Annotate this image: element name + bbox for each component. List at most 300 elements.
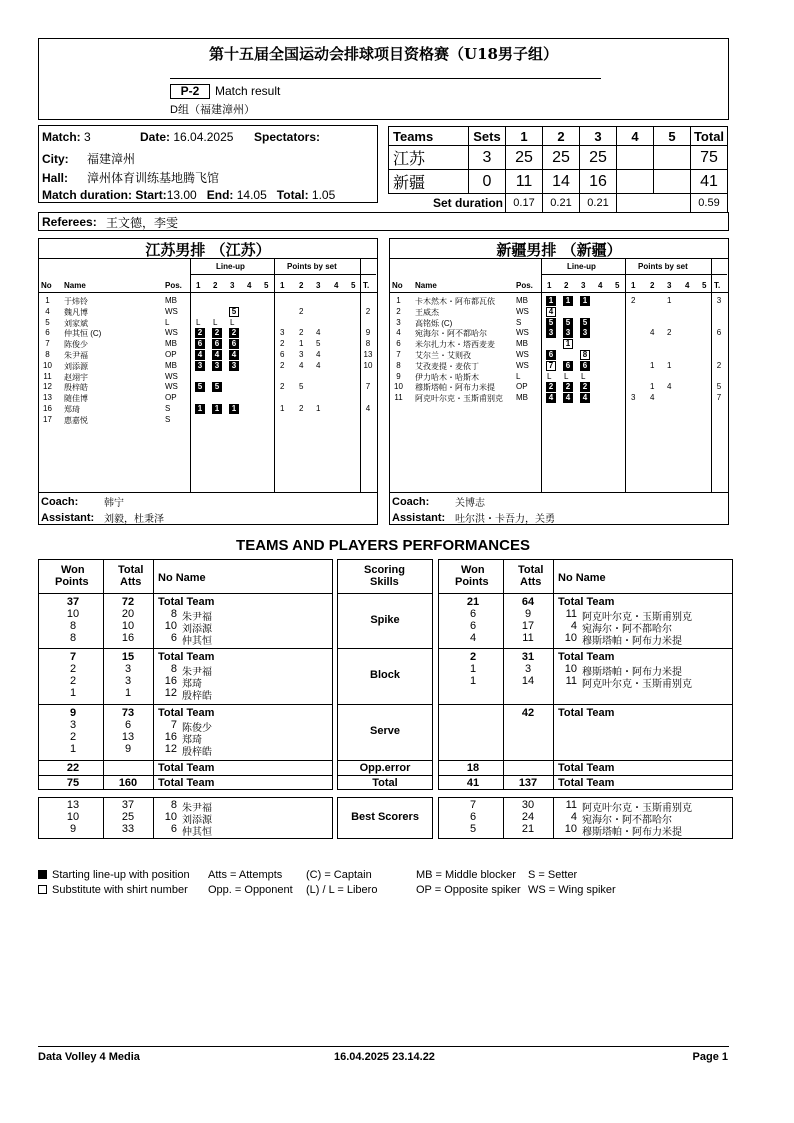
team2-name: 新疆 — [389, 170, 469, 194]
won-points: 6 — [469, 811, 477, 823]
won-points: 9 — [69, 823, 77, 835]
team1-col-pos: Pos. — [165, 281, 182, 290]
team2-player-row — [389, 307, 729, 318]
starting-position-box: 5 — [546, 318, 556, 328]
player-position: MB — [165, 360, 177, 370]
player-number: 13 — [43, 393, 52, 403]
skill-label: Serve — [370, 725, 400, 737]
team1-points-col-5: 5 — [351, 281, 356, 290]
libero-marker: L — [564, 371, 569, 381]
set2-header: 2 — [543, 127, 580, 146]
starting-position-box: 6 — [563, 361, 573, 371]
player-number: 2 — [396, 306, 401, 316]
player-name: 仲其恒 — [182, 636, 212, 647]
player-number: 10 — [394, 382, 403, 392]
attempts: 42 — [521, 707, 535, 719]
player-name: 陈俊少 — [182, 723, 212, 734]
header-box — [38, 38, 729, 120]
attempts: 72 — [121, 596, 135, 608]
player-number: 11 — [394, 393, 403, 403]
attempts: 17 — [521, 620, 535, 632]
player-position: MB — [165, 339, 177, 349]
set-points: 2 — [280, 360, 285, 370]
player-name: 刘家斌 — [64, 318, 88, 328]
libero-marker: L — [547, 371, 552, 381]
player-position: MB — [516, 339, 528, 349]
team2-set2: 14 — [543, 170, 580, 194]
team2-sets: 0 — [469, 170, 506, 194]
team1-total-atts: 160 — [118, 777, 138, 789]
shirt-number: 6 — [170, 823, 177, 835]
hall: 漳州体育训练基地腾飞馆 — [87, 171, 220, 185]
starting-position-box: 3 — [546, 328, 556, 338]
team2-points-col-2: 2 — [650, 281, 655, 290]
attempts: 37 — [121, 799, 135, 811]
set-points: 4 — [650, 328, 655, 338]
atts-header: Atts — [120, 576, 142, 588]
player-number: 7 — [396, 350, 401, 359]
attempts: 30 — [521, 799, 535, 811]
attempts: 21 — [521, 823, 535, 835]
player-name: 惠嘉悦 — [64, 415, 88, 425]
team2-player-row — [389, 350, 729, 361]
team1-lineup-col-4: 4 — [247, 281, 252, 290]
player-number: 6 — [396, 339, 401, 349]
date-label: Date: — [140, 130, 171, 144]
player-number: 9 — [396, 371, 401, 381]
starting-position-box: 1 — [229, 404, 239, 414]
starting-position-box: 4 — [563, 393, 573, 403]
shirt-number: 4 — [570, 811, 577, 823]
points-header: Points — [455, 576, 489, 588]
attempts: 6 — [124, 719, 132, 731]
team1-player-row — [38, 361, 378, 372]
team1-player-row — [38, 404, 378, 415]
team1-total-won: 75 — [66, 777, 80, 789]
team1-coach: 韩宁 — [104, 498, 124, 509]
set-points: 1 — [667, 296, 672, 305]
player-position: OP — [516, 382, 528, 392]
team1-coach-label: Coach: — [41, 496, 79, 508]
shirt-number: 11 — [565, 608, 577, 620]
match-info — [38, 125, 378, 203]
player-name: 殷梓皓 — [64, 383, 88, 393]
attempts: 64 — [521, 596, 535, 608]
set-points: 3 — [631, 393, 636, 403]
won-points: 7 — [469, 799, 477, 811]
player-total: 13 — [363, 350, 373, 359]
player-name: 宛海尔・阿不都哈尔 — [582, 624, 672, 635]
set-points: 1 — [316, 404, 321, 413]
player-name: Total Team — [558, 596, 615, 608]
team2-title: 新疆男排 （新疆） — [496, 241, 622, 259]
player-name: 殷梓皓 — [182, 691, 212, 702]
set-points: 1 — [280, 404, 285, 413]
team1-col-no: No — [41, 281, 52, 290]
team2-points-col-5: 5 — [702, 281, 707, 290]
match-date: 16.04.2025 — [173, 130, 234, 144]
team1-set1: 25 — [506, 146, 543, 170]
starting-position-box: 2 — [229, 328, 239, 338]
legend-ws: WS = Wing spiker — [528, 884, 616, 896]
match-number: 3 — [84, 130, 91, 144]
team2-total-won: 41 — [466, 777, 480, 789]
team1-name: 江苏 — [389, 146, 469, 170]
team1-points-col-4: 4 — [334, 281, 339, 290]
player-position: WS — [165, 371, 178, 381]
player-total: 7 — [716, 393, 722, 403]
shirt-number: 10 — [564, 663, 577, 675]
player-name: 艾孜麦提・麦依丁 — [415, 361, 479, 371]
player-position: WS — [165, 328, 178, 338]
set-points: 2 — [299, 404, 304, 413]
player-name: 郑琦 — [182, 735, 202, 746]
player-name: 米尔扎力木・塔西麦麦 — [415, 340, 495, 350]
player-name: Total Team — [158, 596, 215, 608]
team1-opp-name: Total Team — [158, 762, 215, 774]
player-name: 刘添源 — [64, 361, 88, 371]
attempts: 1 — [124, 687, 132, 699]
set-points: 1 — [650, 360, 655, 370]
attempts: 73 — [121, 707, 135, 719]
attempts: 15 — [121, 651, 135, 663]
skill-label: Spike — [370, 613, 400, 626]
footer-timestamp: 16.04.2025 23.14.22 — [334, 1051, 435, 1063]
starting-position-box: 3 — [229, 361, 239, 371]
legend-libero: (L) / L = Libero — [306, 884, 378, 896]
attempts: 14 — [521, 675, 535, 687]
shirt-number: 12 — [164, 687, 177, 699]
player-position: MB — [516, 296, 528, 305]
player-position: S — [165, 414, 171, 424]
won-points: 37 — [66, 596, 80, 608]
set3-header: 3 — [580, 127, 617, 146]
substitute-icon — [38, 885, 47, 894]
end-label: End: — [206, 188, 234, 202]
shirt-number: 8 — [170, 663, 177, 675]
shirt-number: 6 — [170, 632, 177, 644]
attempts: 10 — [121, 620, 135, 632]
player-number: 3 — [396, 317, 401, 327]
won-points: 7 — [69, 651, 77, 663]
set-points: 1 — [650, 382, 655, 392]
team1-points-col-2: 2 — [299, 281, 304, 290]
legend-op: OP = Opposite spiker — [416, 884, 521, 896]
player-position: S — [165, 404, 171, 413]
won-points: 13 — [66, 799, 80, 811]
shirt-number: 16 — [164, 731, 177, 743]
set-points: 4 — [650, 393, 655, 403]
match-label: Match: — [42, 130, 81, 144]
player-number: 8 — [45, 350, 50, 359]
won-points: 2 — [469, 651, 477, 663]
team2-lineup-header: Line-up — [567, 262, 596, 271]
player-name: 阿克叶尔克・玉斯甫别克 — [582, 679, 692, 690]
player-name: 赵翊宇 — [64, 372, 88, 382]
substitute-box: 8 — [580, 350, 590, 360]
shirt-number: 10 — [564, 632, 577, 644]
set-duration-label: Set duration — [432, 196, 503, 211]
shirt-number: 12 — [164, 743, 177, 755]
starting-position-box: 1 — [546, 296, 556, 306]
player-name: 卡木然木・阿布都瓦依 — [415, 297, 495, 306]
set-points: 2 — [299, 306, 304, 316]
player-total: 6 — [716, 328, 722, 338]
team2-points-col-3: 3 — [667, 281, 672, 290]
shirt-number: 16 — [164, 675, 177, 687]
team1-opp-error: 22 — [66, 762, 80, 774]
points-header: Points — [55, 576, 89, 588]
total-label: Total: — [276, 188, 309, 202]
won-points: 1 — [69, 687, 77, 699]
set4-header: 4 — [617, 127, 654, 146]
player-total: 7 — [365, 382, 371, 392]
starting-position-box: 4 — [212, 350, 222, 360]
libero-marker: L — [213, 317, 218, 327]
page-title: 第十五届全国运动会排球项目资格赛（U18男子组） — [209, 45, 558, 63]
shirt-number: 8 — [170, 799, 177, 811]
starting-position-box: 4 — [580, 393, 590, 403]
legend-setter: S = Setter — [528, 869, 578, 881]
libero-marker: L — [196, 317, 201, 327]
player-position: MB — [516, 393, 528, 403]
team2-points-col-1: 1 — [631, 281, 636, 290]
won-points: 10 — [66, 608, 80, 620]
player-name: Total Team — [158, 651, 215, 663]
player-position: L — [165, 317, 170, 327]
team1-set3: 25 — [580, 146, 617, 170]
team2-col-no: No — [392, 281, 403, 290]
attempts: 33 — [121, 823, 135, 835]
teams-header: Teams — [389, 127, 469, 146]
team2-lineup-col-5: 5 — [615, 281, 620, 290]
starting-position-box: 2 — [212, 328, 222, 338]
player-position: WS — [165, 382, 178, 392]
team2-points-col-4: 4 — [685, 281, 690, 290]
player-number: 4 — [45, 306, 50, 316]
team2-opp-error: 18 — [466, 762, 480, 774]
won-points: 9 — [69, 707, 77, 719]
team1-points-header: Points by set — [287, 262, 337, 271]
referees-label: Referees: — [42, 215, 97, 229]
player-number: 12 — [43, 382, 52, 392]
player-name: Total Team — [158, 707, 215, 719]
substitute-box: 4 — [546, 307, 556, 317]
player-total: 5 — [716, 382, 722, 392]
won-points: 8 — [69, 632, 77, 644]
score-table — [388, 126, 728, 213]
player-total: 4 — [365, 404, 371, 413]
attempts: 3 — [124, 663, 132, 675]
player-name: 魏凡博 — [64, 307, 88, 317]
total-header: Total — [518, 564, 544, 576]
player-number: 8 — [396, 360, 401, 370]
starting-position-box: 4 — [546, 393, 556, 403]
set-points: 2 — [280, 339, 285, 349]
player-total: 3 — [716, 296, 722, 305]
atts-header: Atts — [520, 576, 542, 588]
starting-position-box: 3 — [563, 328, 573, 338]
won-points: 3 — [69, 719, 77, 731]
attempts: 31 — [521, 651, 535, 663]
hall-label: Hall: — [42, 171, 69, 185]
team2-player-row — [389, 372, 729, 383]
starting-position-box: 1 — [195, 404, 205, 414]
libero-marker: L — [230, 317, 235, 327]
player-position: WS — [165, 306, 178, 316]
team2-lineup-col-4: 4 — [598, 281, 603, 290]
total-label: Total — [372, 777, 398, 789]
won-points: 6 — [469, 608, 477, 620]
player-name: 穆斯塔帕・阿布力米提 — [582, 636, 682, 647]
spectators-label: Spectators: — [254, 130, 321, 144]
player-name: Total Team — [558, 651, 615, 663]
start-time: 13.00 — [166, 188, 197, 202]
team1-lineup-header: Line-up — [216, 262, 245, 271]
set-points: 2 — [631, 296, 636, 305]
player-name: 阿克叶尔克・玉斯甫别克 — [582, 803, 692, 814]
won-points: 5 — [469, 823, 477, 835]
player-name: 宛海尔・阿不都哈尔 — [415, 329, 487, 339]
player-number: 10 — [43, 360, 52, 370]
player-name: 仲其恒 (C) — [64, 329, 102, 339]
won-points: 21 — [466, 596, 480, 608]
total-set-duration: 0.59 — [691, 194, 728, 213]
player-number: 5 — [45, 317, 50, 327]
won-header: Won — [61, 564, 85, 576]
won-header: Won — [461, 564, 485, 576]
starting-position-box: 2 — [546, 382, 556, 392]
player-name: 仲其恒 — [182, 827, 212, 838]
set3-duration: 0.21 — [580, 194, 617, 213]
shirt-number: 7 — [170, 719, 177, 731]
attempts: 3 — [524, 663, 532, 675]
set-points: 5 — [299, 382, 304, 392]
footer-left: Data Volley 4 Media — [38, 1051, 140, 1063]
player-name: 王威杰 — [415, 307, 439, 317]
player-name: 朱尹福 — [182, 667, 212, 678]
starting-position-box: 5 — [195, 382, 205, 392]
team1-lineup-col-1: 1 — [196, 281, 201, 290]
starting-position-box: 6 — [195, 339, 205, 349]
team1-player-row — [38, 318, 378, 329]
set-points: 5 — [316, 339, 321, 349]
city: 福建漳州 — [87, 152, 136, 166]
player-name: 宛海尔・阿不都哈尔 — [582, 815, 672, 826]
no-name-header: No Name — [558, 572, 606, 584]
team2-player-row — [389, 393, 729, 404]
performance-title: TEAMS AND PLAYERS PERFORMANCES — [236, 537, 530, 554]
doc-code: P-2 — [170, 84, 210, 99]
team1-set2: 25 — [543, 146, 580, 170]
set2-duration: 0.21 — [543, 194, 580, 213]
attempts: 11 — [522, 632, 534, 644]
team1-player-row — [38, 339, 378, 350]
team2-lineup-col-2: 2 — [564, 281, 569, 290]
team2-col-name: Name — [415, 281, 437, 290]
set-points: 1 — [667, 360, 672, 370]
player-name: 殷梓皓 — [182, 747, 212, 758]
starting-position-box: 6 — [229, 339, 239, 349]
team2-opp-name: Total Team — [558, 762, 615, 774]
end-time: 14.05 — [236, 188, 267, 202]
starting-position-box: 6 — [546, 350, 556, 360]
team2-assistant: 吐尔洪・卡吾力，关勇 — [455, 514, 555, 525]
legend — [38, 869, 728, 901]
player-number: 17 — [43, 414, 52, 424]
team2-player-row — [389, 318, 729, 329]
team1-sets: 3 — [469, 146, 506, 170]
shirt-number: 10 — [164, 811, 177, 823]
shirt-number: 10 — [164, 620, 177, 632]
team2-set3: 16 — [580, 170, 617, 194]
set-points: 6 — [280, 350, 285, 359]
player-name: 郑琦 — [64, 405, 80, 414]
team1-points-col-1: 1 — [280, 281, 285, 290]
team1-col-total: T. — [363, 281, 370, 290]
legend-opp: Opp. = Opponent — [208, 884, 293, 896]
team1-player-row — [38, 307, 378, 318]
team1-title: 江苏男排 （江苏） — [145, 241, 271, 259]
starting-position-box: 2 — [563, 382, 573, 392]
starting-position-box: 6 — [580, 361, 590, 371]
legend-starting: Starting line-up with position — [52, 869, 190, 881]
team2-total: 41 — [691, 170, 728, 194]
team1-assistant: 刘毅，杜秉泽 — [104, 514, 164, 525]
legend-substitute: Substitute with shirt number — [52, 884, 188, 896]
shirt-number: 4 — [570, 620, 577, 632]
player-name: 朱尹福 — [182, 612, 212, 623]
best-scorers-label: Best Scorers — [351, 811, 419, 823]
set-points: 4 — [316, 328, 321, 338]
substitute-box: 1 — [563, 339, 573, 349]
player-name: 朱尹福 — [64, 351, 88, 360]
player-number: 11 — [43, 371, 52, 381]
footer-page: Page 1 — [692, 1051, 728, 1063]
player-name: 刘添源 — [182, 815, 212, 826]
legend-atts: Atts = Attempts — [208, 869, 283, 881]
opp-error-label: Opp.error — [359, 762, 411, 774]
team2-set1: 11 — [506, 170, 543, 194]
attempts: 24 — [521, 811, 535, 823]
set-points: 2 — [280, 382, 285, 392]
won-points: 2 — [69, 675, 77, 687]
duration-label: Match duration: — [42, 188, 132, 202]
starting-position-box: 3 — [212, 361, 222, 371]
team2-coach: 关博志 — [455, 498, 485, 509]
starting-lineup-icon — [38, 870, 47, 879]
shirt-number: 8 — [170, 608, 177, 620]
player-position: MB — [165, 296, 177, 305]
player-number: 16 — [43, 404, 52, 413]
player-name: 穆斯塔帕・阿布力米提 — [582, 827, 682, 838]
player-position: OP — [165, 393, 177, 403]
won-points: 6 — [469, 620, 477, 632]
player-number: 6 — [45, 328, 50, 338]
team1-player-row — [38, 382, 378, 393]
set-points: 4 — [299, 360, 304, 370]
won-points: 1 — [469, 663, 477, 675]
team1-player-row — [38, 296, 378, 307]
starting-position-box: 1 — [563, 296, 573, 306]
player-position: WS — [516, 328, 529, 338]
player-name: 穆斯塔帕・阿布力米提 — [582, 667, 682, 678]
team2-lineup-col-1: 1 — [547, 281, 552, 290]
player-position: WS — [516, 350, 529, 359]
player-total: 10 — [363, 360, 373, 370]
team1-lineup-col-3: 3 — [230, 281, 235, 290]
won-points: 1 — [469, 675, 477, 687]
